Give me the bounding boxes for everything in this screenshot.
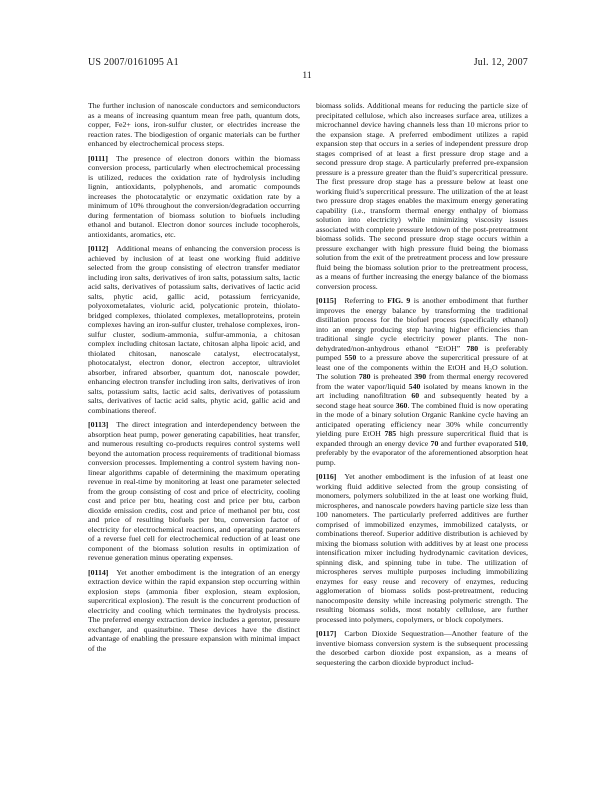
- paragraph-number: [0112]: [88, 244, 109, 253]
- paragraph-text: Additional means of enhancing the conversion process is achieved by inclusion of at least one working fluid additive selected from the group consisting of electron transfer mediator including iron salts, derivatives of iron salts, potassium salts, lactic acid salts, derivatives of potassium salts, derivatives of lactic acid salts, phytic acid, gallic acid, potassium ferricyanide, polyoxometalates, violuric acid, polycationic protein, thiolato-bridged complexes, thiolated complexes, metalloproteins, protein complexes having an iron-sulfur cluster, trehalose complexes, iron-sulfur cluster, sodium-ammonia, sulfur-ammonia, a chitosan complex including chitosan lactate, chitosan alpha lipoic acid, and thiolated chitosan, nanoscale catalyst, electrocatalyst, photocatalyst, electron donor, electron acceptor, ultraviolet absorber, infrared absorber, quantum dot, nanoscale powder, enhancing electron transfer including iron salts, derivatives of iron salts, potassium salts, lactic acid salts, derivatives of potassium salts, derivatives of lactic acid salts, phytic acid, gallic acid and combinations thereof.: [88, 244, 300, 415]
- paragraph-text: The presence of electron donors within the biomass conversion process, particularly when electrochemical processing is utilized, reduces the oxidation rate of hydrolysis including lignin, antioxidants, polyphenols, and aromatic compounds increases the photocatalytic or enzymatic oxidation rate by a minimum of 10% throughout the conversion/degradation occurring during fermentation of biomass solution to biofuels including ethanol and butanol. Electron donor sources include tocopherols, antioxidants, aromatics, etc.: [88, 153, 300, 239]
- paragraph: [88, 101, 300, 149]
- right-column: [316, 101, 528, 672]
- paragraph-text: Carbon Dioxide Sequestration—Another feature of the inventive biomass conversion system is the subsequent processing the desorbed carbon dioxide post expansion, as a means of sequestering the carbon dioxide byproduct includ-: [316, 629, 528, 667]
- paragraph-text: Yet another embodiment is the integration of an energy extraction device within the rapid expansion step occurring within explosion steps (ammonia fiber explosion, steam explosion, supercritical explosion). The result is the concurrent production of electricity and cooling which terminates the hydrolysis process. The preferred energy extraction device includes a gerotor, pressure exchanger, and quasiturbine. These devices have the distinct advantage of enabling the pressure expansion with minimal impact of the: [88, 567, 300, 653]
- paragraph-text: Referring to FIG. 9 is another embodiment that further improves the energy balance by transforming the traditional distillation process for the biofuel process (specifically ethanol) into an energy producing step having higher efficiencies than traditional single cycle electricity power plants. The non-dehydrated/non-anhydrous ethanol “EtOH” 780 is preferably pumped 550 to a pressure above the supercritical pressure of at least one of the components within the EtOH and H₂O solution. The solution 780 is preheated 390 from thermal energy recovered from the water vapor/liquid 540 isolated by means known in the art including nanofiltration 60 and subsequently heated by a second stage heat source 360. The combined fluid is now operating in the mode of a binary solution Organic Rankine cycle having an anticipated operating efficiency near 30% while concurrently yielding pure EtOH 785 high pressure supercritical fluid that is expanded through an energy device 70 and further evaporated 510, preferably by the evaporator of the aforementioned absorption heat pump.: [316, 296, 529, 467]
- publication-number: US 2007/0161095 A1: [88, 57, 179, 68]
- paragraph-number: [0114]: [88, 567, 109, 577]
- left-column: [88, 101, 300, 672]
- paragraph-number: [0115]: [316, 296, 337, 305]
- paragraph-number: [0111]: [88, 153, 108, 163]
- page-header: [88, 57, 528, 68]
- paragraph: [316, 296, 528, 467]
- paragraph: [88, 568, 300, 654]
- paragraph-text: The direct integration and interdependency between the absorption heat pump, power generating capabilities, heat transfer, and numerous resulting co-products requires control systems well beyond the automation process requirements of traditional biomass conversion processes. Implementing a control system having non-linear algorithms capable of determining the maximum operating revenue in real-time by monitoring at least one parameter selected from the group consisting of cost and price of electricity, cooling cost and price per btu, heating cost and price per btu, carbon dioxide emission credits, cost and price of methanol per btu, cost and price of resulting biofuels per btu, conversion factor of electricity for electrochemical reactions, and operating parameters of a reverse fuel cell for electrochemical reduction of at least one component of the biomass solution results in optimization of revenue generation minus operating expenses.: [88, 420, 300, 562]
- paragraph: [316, 101, 528, 291]
- paragraph: [88, 420, 300, 563]
- paragraph: [88, 154, 300, 240]
- page-number: 11: [302, 71, 312, 81]
- paragraph-number: [0117]: [316, 629, 337, 638]
- paragraph-text: The further inclusion of nanoscale conductors and semiconductors as a means of increasing quantum mean free path, quantum dots, copper, Fe2+ ions, iron-sulfur cluster, or electrides increase the reaction rates. The biodigestion of organic materials can be further enhanced by electrochemical process steps.: [88, 101, 300, 148]
- paragraph-number: [0116]: [316, 472, 337, 481]
- paragraph: [316, 472, 528, 624]
- publication-date: Jul. 12, 2007: [473, 57, 528, 68]
- paragraph-number: [0113]: [88, 420, 109, 429]
- body-columns: [88, 101, 528, 672]
- paragraph: [88, 244, 300, 415]
- paragraph-text: biomass solids. Additional means for reducing the particle size of precipitated cellulose, which also increases surface area, utilizes a microchannel device having channels less than 10 microns prior to the expansion stage. A preferred embodiment utilizes a rapid expansion step that occurs in a series of independent pressure drop stages comprised of at least a first pressure drop stage and a second pressure drop stage. A particularly preferred pre-expansion pressure is a pressure greater than the fluid’s supercritical pressure. The first pressure drop stage has a pressure below at least one working fluid’s supercritical pressure. The utilization of the at least two pressure drop stages enables the maximum energy generating capability (i.e., transform thermal energy enthalpy of biomass solution into electricity) while minimizing viscosity issues associated with complete pressure letdown of the post-pretreatment biomass solids. The second pressure drop stage occurs within a pressure exchanger with high pressure fluid being the biomass solution from the exit of the pretreatment process and low pressure fluid being the biomass solution prior to the pretreatment process, as a means of further increasing the energy balance of the biomass conversion process.: [316, 101, 528, 291]
- paragraph: [316, 629, 528, 667]
- paragraph-text: Yet another embodiment is the infusion of at least one working fluid additive selected from the group consisting of monomers, polymers solubilized in the at least one working fluid, microspheres, and nanoscale powders having particle size less than 100 nanometers. The particularly preferred additives are further comprised of immobilized enzymes, immobilized catalysts, or combinations thereof. Superior additive distribution is achieved by mixing the biomass solution with additives by at least one process intensification mixer including hydrodynamic cavitation devices, spinning disk, and spinning tube in tube. The utilization of microspheres serves multiple purposes including immobilizing enzymes for easy reuse and recovery of enzymes, reducing agglomeration of biomass solids post-pretreatment, reducing nanocomposite density while increasing polymeric strength. The resulting biomass solids, most notably cellulose, are further processed into polymers, copolymers, or block copolymers.: [316, 472, 528, 624]
